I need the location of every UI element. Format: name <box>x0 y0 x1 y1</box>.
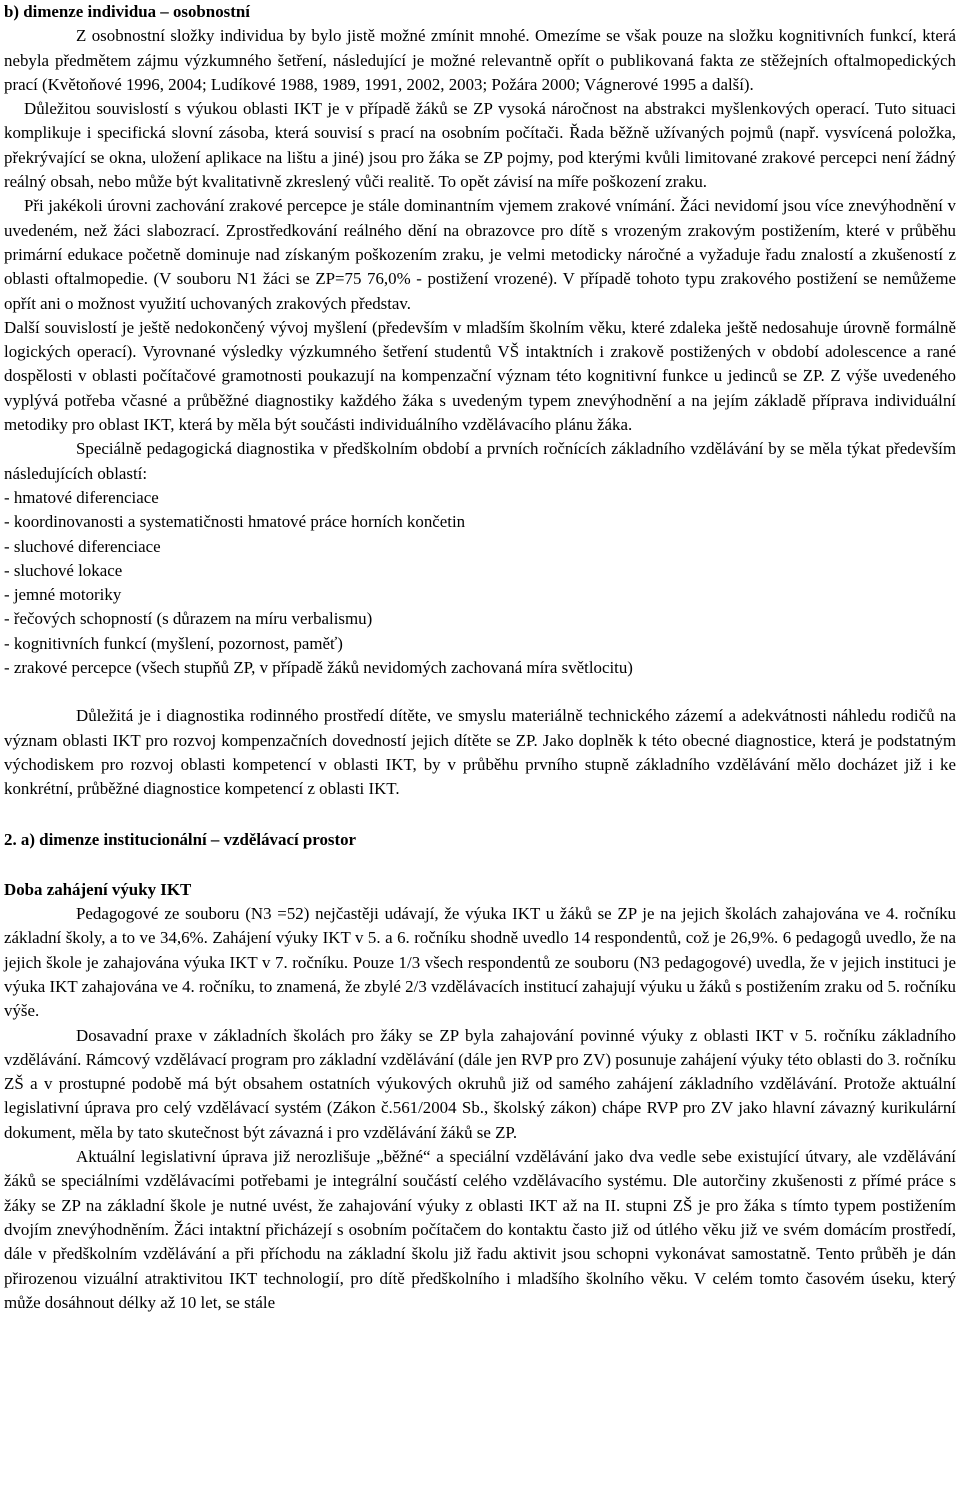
list-item: - jemné motoriky <box>4 585 122 605</box>
list-item: - kognitivních funkcí (myšlení, pozornost, paměť) <box>4 633 343 653</box>
paragraph-abstraction: Důležitou souvislostí s výukou oblasti IKT je v případě žáků se ZP vysoká náročnost na abstrakci myšlenkových operací. Tuto situaci komplikuje i specifická slovní zásoba, která souvisí s prací na osobním počítači. Řada běžně užívaných pojmů (např. vysvícená položka, překrývající se okna, uložení aplikace na lištu a jiné) jsou pro žáka se ZP pojmy, pod kterými kvůli limitované zrakové percepci není žádný reálný obsah, nebo může být kvalitativně zkreslený vůči realitě. To opět závisí na míře poškození zraku. <box>4 99 956 192</box>
diagnostic-areas-list <box>4 486 956 680</box>
list-item: - řečových schopností (s důrazem na míru verbalismu) <box>4 609 373 629</box>
list-item: - koordinovanosti a systematičnosti hmatové práce horních končetin <box>4 512 466 532</box>
list-item: - zrakové percepce (všech stupňů ZP, v případě žáků nevidomých zachovaná míra světlocitu) <box>4 658 633 678</box>
paragraph-visual-perception: Při jakékoli úrovni zachování zrakové percepce je stále dominantním vjemem zrakové vnímání. Žáci nevidomí jsou více znevýhodnění v uvedeném, než žáci slabozrací. Zprostředkování reálného dění na obrazovce pro dítě s vrozeným zrakovým postižením, které v průběhu primární edukace početně dominuje nad získaným poškozením zraku, je velmi metodicky náročné a vyžaduje řadu znalostí a zkušeností z oblasti oftalmopedie. (V souboru N1 žáci se ZP=75 76,0% - postižení vrozené). V případě tohoto typu zrakového postižení se nemůžeme opřít ani o možnost využití uchovaných zrakových představ. <box>4 196 956 313</box>
paragraph-cognitive-intro: Z osobnostní složky individua by bylo jistě možné zmínit mnohé. Omezíme se však pouze na složku kognitivních funkcí, která nebyla předmětem zájmu výzkumného šetření, následující je možné relevantně opřít o publikovaná fakta ze stěžejních oftalmopedických prací (Květoňové 1996, 2004; Ludíkové 1988, 1989, 1991, 2002, 2003; Požára 2000; Vágnerové 1995 a další). <box>4 26 956 94</box>
paragraph-legislation: Aktuální legislativní úprava již nerozlišuje „běžné“ a speciální vzdělávání jako dva vedle sebe existující útvary, ale vzdělávání žáků se speciálními vzdělávacími potřebami je integrální součástí celého vzdělávacího systému. Dle autorčiny zkušenosti z přímé práce s žáky se ZP na základní škole je nutné uvést, že zahajování výuky z oblasti IKT až na II. stupni ZŠ je pro žáka s tímto typem postižením dvojím znevýhodněním. Žáci intaktní přicházejí s osobním počítačem do kontaktu často již od útlého věku již ve svém domácím prostředí, dále v předškolním vzdělávání a při příchodu na základní školu již řadu aktivit jsou schopni vykonávat samostatně. Tento průběh je dán přirozenou vizuální atraktivitou IKT technologií, pro dítě předškolního i mladšího školního věku. V celém tomto časovém úseku, který může dosáhnout délky až 10 let, se stále <box>4 1147 956 1312</box>
paragraph-practice-rvp: Dosavadní praxe v základních školách pro žáky se ZP byla zahajování povinné výuky z oblasti IKT v 5. ročníku základního vzdělávání. Rámcový vzdělávací program pro základní vzdělávání (dále jen RVP pro ZV) posunuje zahájení výuky této oblasti do 3. ročníku ZŠ a v prostupné podobě má být obsahem ostatních výukových okruhů již od samého zahájení základního vzdělávání. Protože aktuální legislativní úprava pro celý vzdělávací systém (Zákon č.561/2004 Sb., školský zákon) chápe RVP pro ZV jako hlavní závazný kurikulární dokument, měla by tato skutečnost být závazná i pro vzdělávání žáků se ZP. <box>4 1025 956 1142</box>
list-item: - sluchové lokace <box>4 560 123 580</box>
paragraph-thinking-development: Další souvislostí je ještě nedokončený vývoj myšlení (především v mladším školním věku, které zdaleka ještě nedosahuje úrovně formálně logických operací). Vyrovnané výsledky výzkumného šetření studentů VŠ intaktních i zrakově postižených v období adolescence a rané dospělosti v oblasti počítačové gramotnosti poukazují na kompenzační význam této kognitivní funkce u jedinců se ZP. Z výše uvedeného vyplývá potřeba včasné a průběžné diagnostiky každého žáka s uvedeným typem znevýhodnění a na jejím základě příprava individuální metodiky pro oblast IKT, která by měla být součásti individuálního vzdělávacího plánu žáka. <box>4 317 956 435</box>
subheading-start-of-ikt: Doba zahájení výuky IKT <box>4 879 192 899</box>
list-item: - sluchové diferenciace <box>4 536 161 556</box>
paragraph-survey-results: Pedagogové ze souboru (N3 =52) nejčastěji udávají, že výuka IKT u žáků se ZP je na jejich školách zahajována ve 4. ročníku základní školy, a to ve 34,6%. Zahájení výuky IKT v 5. a 6. ročníku shodně uvedlo 14 respondentů, což je 26,9%. 6 pedagogů uvedlo, že na jejich škole je zahajována výuka IKT v 7. ročníku. Pouze 1/3 všech respondentů ze souboru (N3 pedagogové) uvedla, že v jejich instituci je výuka IKT zahajována ve 4. ročníku, to znamená, že zbylé 2/3 vzdělávacích institucí zahajují výuku u žáků s postižením zraku od 5. ročníku výše. <box>4 904 956 1021</box>
paragraph-family-environment: Důležitá je i diagnostika rodinného prostředí dítěte, ve smyslu materiálně technického zázemí a adekvátnosti náhledu rodičů na význam oblasti IKT pro rozvoj kompenzačních dovedností jejich dítěte se ZP. Jako doplněk k této obecné diagnostice, která je podstatným východiskem pro rozvoj oblasti kompetencí v oblasti IKT, by v průběhu prvního stupně základního vzdělávání mělo docházet již i ke konkrétní, průběžné diagnostice kompetencí z oblasti IKT. <box>4 706 956 799</box>
section-b-heading: b) dimenze individua – osobnostní <box>4 2 250 21</box>
list-item: - hmatové diferenciace <box>4 487 159 507</box>
paragraph-diagnostics-intro: Speciálně pedagogická diagnostika v předškolním období a prvních ročnících základního vzdělávání by se měla týkat především následujících oblastí: <box>4 439 956 483</box>
section-2a-heading: 2. a) dimenze institucionální – vzdělávací prostor <box>4 829 357 849</box>
